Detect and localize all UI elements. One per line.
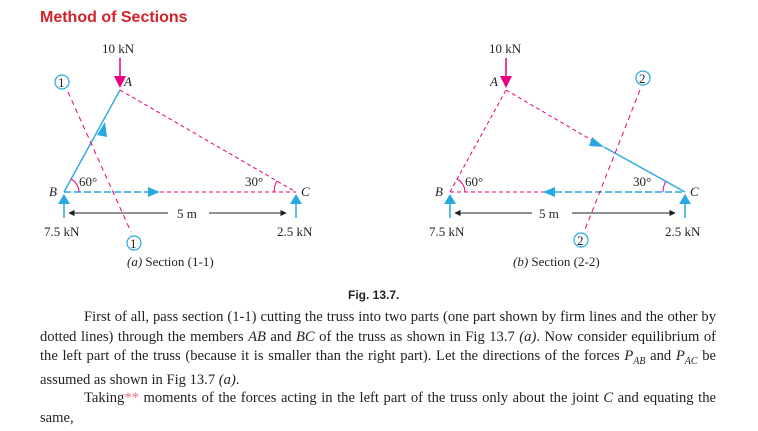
figure-a	[44, 41, 313, 269]
reaction-b-arrowhead	[444, 194, 456, 204]
member-ab-ref: AB	[248, 328, 266, 345]
reaction-b-label: 7.5 kN	[44, 224, 80, 239]
reaction-b-arrowhead	[58, 194, 70, 204]
text-run: and	[645, 348, 676, 364]
reaction-c-label: 2.5 kN	[277, 224, 313, 239]
member-ac-arrow	[589, 137, 604, 147]
span-label: 5 m	[539, 206, 559, 221]
reaction-c-label: 2.5 kN	[665, 224, 701, 239]
text-run: First of all, pass section (1-1) cutting the truss into two parts (one part shown by firm lines and the other by dotted lines) through the members	[40, 309, 716, 345]
fig-ref-a: (a)	[218, 372, 236, 389]
member-ac-cut	[506, 90, 600, 145]
text-run: moments of the forces acting in the left part of the truss only about the joint	[138, 390, 604, 406]
caption-text: Section (2-2)	[528, 254, 600, 269]
force-symbol: P	[675, 348, 685, 364]
figure-a-caption	[127, 254, 214, 269]
section-line-2-2	[584, 90, 640, 232]
paragraph-2	[40, 389, 716, 428]
paragraph-1	[40, 308, 716, 391]
section-marker-top-label: 1	[58, 75, 65, 90]
angle-arc-c	[663, 181, 666, 192]
caption-tag: (a)	[127, 254, 143, 269]
force-subscript: AC	[684, 355, 698, 367]
section-heading: Method of Sections	[40, 9, 188, 26]
node-b-label: B	[49, 184, 57, 199]
text-run: of the truss as shown in Fig 13.7	[314, 328, 520, 345]
section-marker-top-label: 2	[639, 71, 646, 86]
figure-b	[429, 41, 701, 269]
force-subscript: AB	[633, 355, 646, 367]
angle-arc-b	[71, 179, 79, 192]
text-run: and equating the same,	[40, 390, 716, 426]
member-bc-ref: BC	[296, 328, 315, 345]
joint-c-ref: C	[603, 390, 614, 406]
node-c-label: C	[301, 184, 310, 199]
member-bc-arrow	[148, 187, 160, 197]
figure-b-caption	[513, 254, 600, 269]
text-run: . Now consider equilibrium of the left part of the truss (because it is smaller than the right part). Let the directions of the forces	[40, 328, 716, 364]
node-a-label: A	[490, 74, 498, 89]
load-arrowhead	[500, 76, 512, 88]
caption-text: Section (1-1)	[142, 254, 214, 269]
force-symbol: P	[624, 348, 634, 364]
node-b-label: B	[435, 184, 443, 199]
load-label: 10 kN	[102, 41, 135, 56]
member-ac	[120, 90, 296, 192]
section-marker-bottom-label: 2	[577, 233, 584, 248]
angle-arc-c	[274, 181, 277, 192]
node-a-label: A	[124, 74, 132, 89]
member-bc-arrow	[543, 187, 555, 197]
caption-tag: (b)	[513, 254, 529, 269]
text-run: .	[235, 372, 240, 389]
fig-ref-a: (a)	[519, 328, 537, 345]
text-run: and	[265, 328, 296, 345]
angle-b-label: 60°	[465, 174, 484, 189]
angle-c-label: 30°	[245, 174, 264, 189]
angle-b-label: 60°	[79, 174, 98, 189]
section-marker-bottom-label: 1	[130, 236, 137, 251]
section-line-1-1	[68, 92, 131, 232]
angle-c-label: 30°	[633, 174, 652, 189]
text-run: Taking	[84, 390, 125, 406]
figure-number: Fig. 13.7.	[348, 288, 400, 302]
load-label: 10 kN	[489, 41, 522, 56]
text-run: be assumed as shown in Fig 13.7	[40, 348, 716, 389]
span-label: 5 m	[177, 206, 197, 221]
node-c-label: C	[690, 184, 699, 199]
angle-arc-b	[457, 179, 465, 192]
reaction-b-label: 7.5 kN	[429, 224, 465, 239]
footnote-marker: **	[124, 390, 139, 406]
